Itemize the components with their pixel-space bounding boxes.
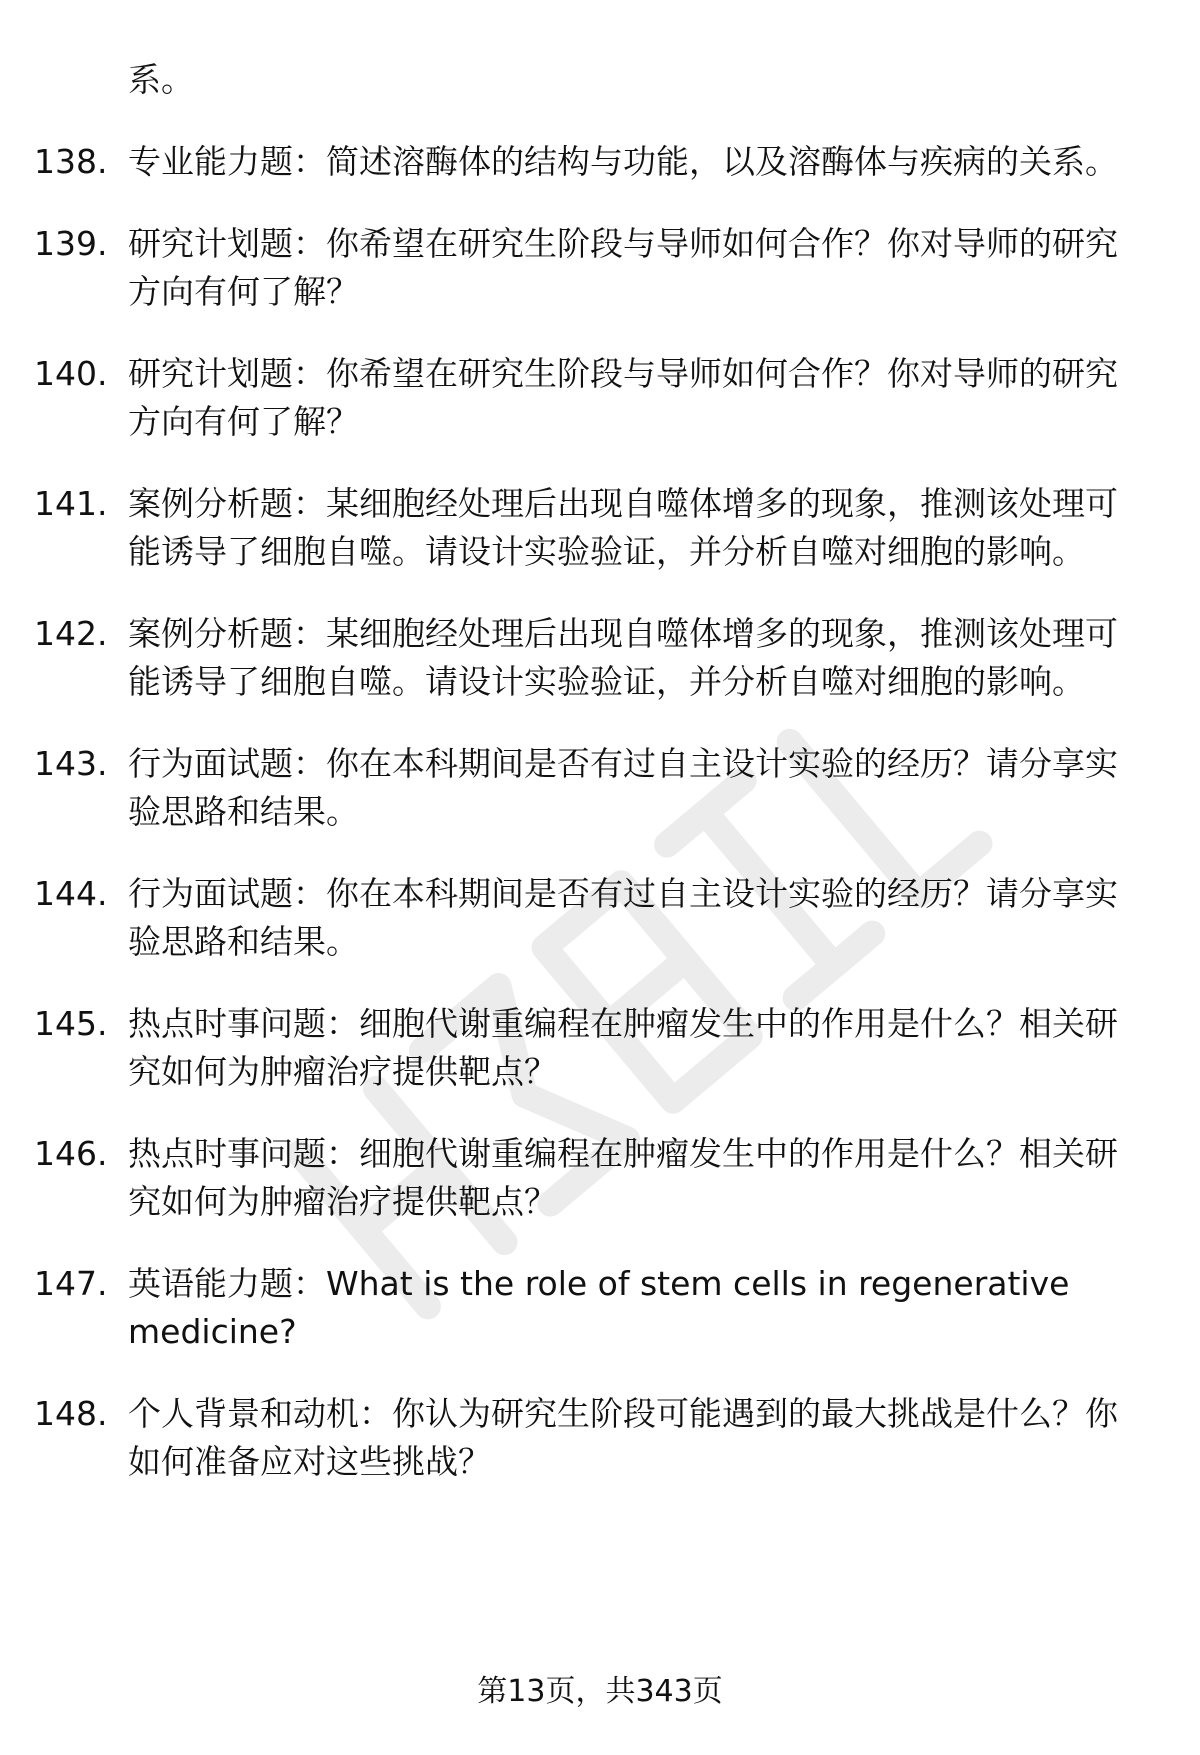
item-text: 个人背景和动机：你认为研究生阶段可能遇到的最大挑战是什么？你如何准备应对这些挑战？: [128, 1394, 1118, 1481]
item-text: 研究计划题：你希望在研究生阶段与导师如何合作？你对导师的研究方向有何了解？: [128, 224, 1118, 311]
list-item: [34, 870, 1144, 966]
item-number: 142.: [34, 614, 108, 653]
item-text: 英语能力题：What is the role of stem cells in regenerative medicine?: [128, 1264, 1070, 1351]
item-number: 139.: [34, 224, 108, 263]
continuation-text: 系。: [128, 60, 194, 99]
list-item: [34, 610, 1144, 706]
item-number: 147.: [34, 1264, 108, 1303]
list-item: [34, 1260, 1144, 1356]
item-number: 144.: [34, 874, 108, 913]
item-number: 143.: [34, 744, 108, 783]
list-item: [34, 138, 1144, 186]
item-text: 行为面试题：你在本科期间是否有过自主设计实验的经历？请分享实验思路和结果。: [128, 874, 1118, 961]
question-list: [34, 56, 1144, 1520]
item-number: 138.: [34, 142, 108, 181]
list-item: [34, 1130, 1144, 1226]
list-item: [34, 1390, 1144, 1486]
list-item: [34, 220, 1144, 316]
item-text: 案例分析题：某细胞经处理后出现自噬体增多的现象，推测该处理可能诱导了细胞自噬。请设计实验验证，并分析自噬对细胞的影响。: [128, 484, 1118, 571]
list-item: [34, 740, 1144, 836]
item-text: 行为面试题：你在本科期间是否有过自主设计实验的经历？请分享实验思路和结果。: [128, 744, 1118, 831]
item-text: 热点时事问题：细胞代谢重编程在肿瘤发生中的作用是什么？相关研究如何为肿瘤治疗提供靶点？: [128, 1134, 1118, 1221]
item-number: 141.: [34, 484, 108, 523]
page-footer: 第13页，共343页: [477, 1674, 723, 1709]
list-item: [34, 480, 1144, 576]
item-text: 热点时事问题：细胞代谢重编程在肿瘤发生中的作用是什么？相关研究如何为肿瘤治疗提供靶点？: [128, 1004, 1118, 1091]
item-number: 146.: [34, 1134, 108, 1173]
item-number: 140.: [34, 354, 108, 393]
list-item: [34, 1000, 1144, 1096]
item-text: 案例分析题：某细胞经处理后出现自噬体增多的现象，推测该处理可能诱导了细胞自噬。请设计实验验证，并分析自噬对细胞的影响。: [128, 614, 1118, 701]
item-number: 145.: [34, 1004, 108, 1043]
item-text: 专业能力题：简述溶酶体的结构与功能，以及溶酶体与疾病的关系。: [128, 142, 1118, 181]
item-number: 148.: [34, 1394, 108, 1433]
item-text: 研究计划题：你希望在研究生阶段与导师如何合作？你对导师的研究方向有何了解？: [128, 354, 1118, 441]
list-item: [34, 350, 1144, 446]
